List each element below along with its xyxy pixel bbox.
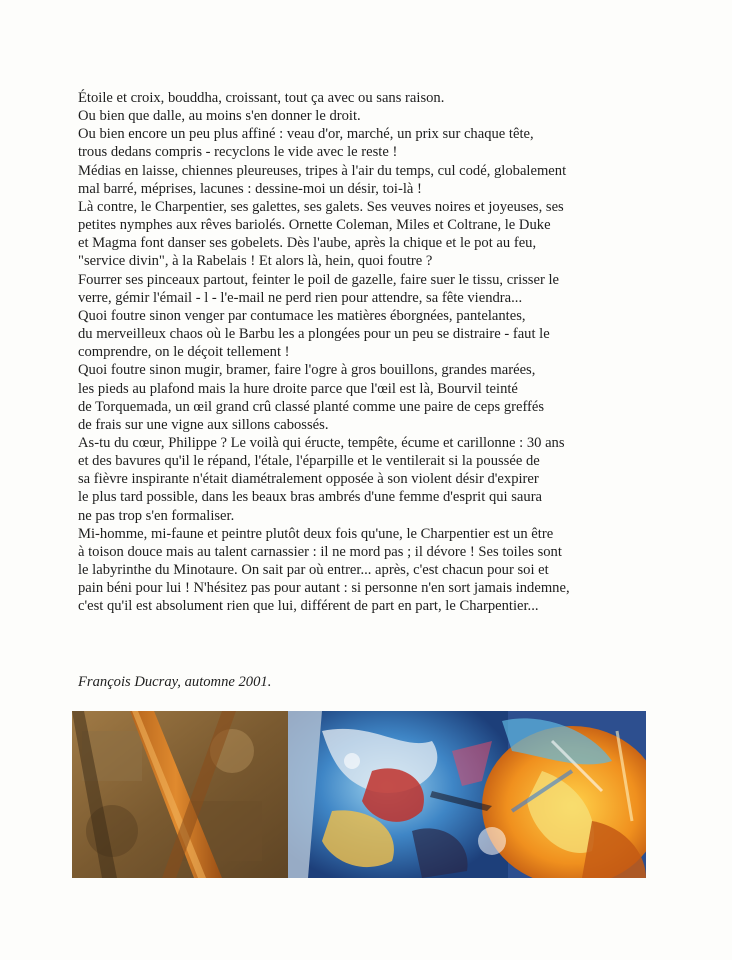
text-line: Ou bien que dalle, au moins s'en donner le droit. xyxy=(78,108,361,125)
text-line: Médias en laisse, chiennes pleureuses, tripes à l'air du temps, cul codé, globalement xyxy=(78,162,567,179)
text-line: le labyrinthe du Minotaure. On sait par où entrer... après, c'est chacun pour soi et xyxy=(78,562,549,579)
text-line: pain béni pour lui ! N'hésitez pas pour autant : si personne n'en sort jamais indemne, xyxy=(78,580,570,597)
text-line: comprendre, on le déçoit tellement ! xyxy=(78,344,290,361)
text-line: le plus tard possible, dans les beaux bras ambrés d'une femme d'esprit qui saura xyxy=(78,489,543,506)
text-line: "service divin", à la Rabelais ! Et alors là, hein, quoi foutre ? xyxy=(78,253,433,270)
text-line: petites nymphes aux rêves bariolés. Ornette Coleman, Miles et Coltrane, le Duke xyxy=(78,217,551,234)
text-line: sa fièvre inspirante n'était diamétralement opposée à son violent désir d'expirer xyxy=(78,471,539,488)
text-line: Là contre, le Charpentier, ses galettes, ses galets. Ses veuves noires et joyeuses, ses xyxy=(78,198,564,215)
text-line: c'est qu'il est absolument rien que lui, différent de part en part, le Charpentier... xyxy=(78,598,539,615)
text-line: Étoile et croix, bouddha, croissant, tout ça avec ou sans raison. xyxy=(78,90,445,106)
author-signature: François Ducray, automne 2001. xyxy=(78,674,272,690)
text-line: verre, gémir l'émail - l - l'e-mail ne perd rien pour attendre, sa fête viendra... xyxy=(78,289,523,306)
text-line: mal barré, méprises, lacunes : dessine-moi un désir, toi-là ! xyxy=(78,180,422,197)
text-line: ne pas trop s'en formaliser. xyxy=(78,507,235,524)
text-line: de frais sur une vigne aux sillons cabossés. xyxy=(78,416,329,433)
text-line: et Magma font danser ses gobelets. Dès l'aube, après la chique et le pot au feu, xyxy=(78,235,537,252)
text-line: et des bavures qu'il le répand, l'étale, l'éparpille et le ventilerait si la poussée de xyxy=(78,453,540,470)
text-line: Mi-homme, mi-faune et peintre plutôt deux fois qu'une, le Charpentier est un être xyxy=(78,525,554,542)
text-line: Quoi foutre sinon venger par contumace les matières éborgnées, pantelantes, xyxy=(78,307,526,324)
poem-text xyxy=(78,89,678,616)
text-line: trous dedans compris - recyclons le vide avec le reste ! xyxy=(78,144,398,161)
text-line: As-tu du cœur, Philippe ? Le voilà qui éructe, tempête, écume et carillonne : 30 ans xyxy=(78,434,565,451)
text-line: à toison douce mais au talent carnassier : il ne mord pas ; il dévore ! Ses toiles sont xyxy=(78,543,562,560)
text-line: Quoi foutre sinon mugir, bramer, faire l'ogre à gros bouillons, grandes marées, xyxy=(78,362,536,379)
text-line: les pieds au plafond mais la hure droite parce que l'œil est là, Bourvil teinté xyxy=(78,380,518,397)
text-line: Fourrer ses pinceaux partout, feinter le poil de gazelle, faire suer le tissu, crisser le xyxy=(78,271,560,288)
painting-image xyxy=(72,711,646,878)
text-line: Ou bien encore un peu plus affiné : veau d'or, marché, un prix sur chaque tête, xyxy=(78,126,534,143)
text-line: de Torquemada, un œil grand crû classé planté comme une paire de ceps greffés xyxy=(78,398,545,415)
text-line: du merveilleux chaos où le Barbu les a plongées pour un peu se distraire - faut le xyxy=(78,326,550,343)
